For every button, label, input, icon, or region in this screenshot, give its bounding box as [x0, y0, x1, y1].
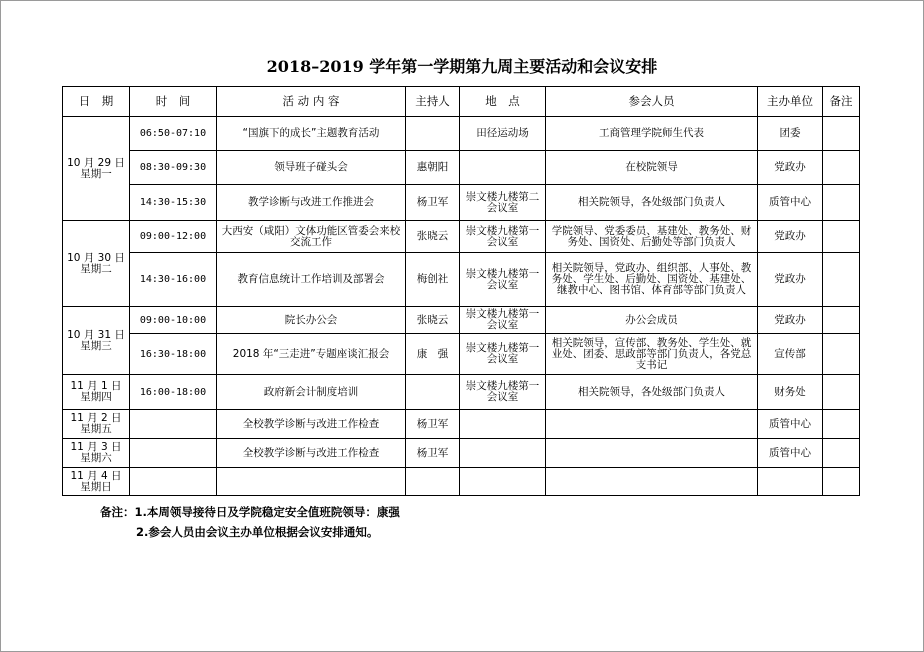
remark-cell [823, 468, 860, 496]
attendees-cell: 相关院领导，各处级部门负责人 [546, 185, 758, 221]
date-cell [63, 375, 130, 410]
date-label: 11 月 2 日 [70, 412, 122, 424]
activity-cell: 全校教学诊断与改进工作检查 [217, 439, 406, 468]
organizer-cell: 宣传部 [758, 334, 823, 375]
date-label: 10 月 31 日 [67, 328, 125, 341]
time-cell: 16:30-18:00 [130, 334, 217, 375]
date-label: 10 月 30 日 [67, 251, 125, 264]
remark-cell [823, 253, 860, 307]
organizer-cell [758, 468, 823, 496]
activity-cell: “国旗下的成长”主题教育活动 [217, 117, 406, 151]
date-cell [63, 117, 130, 221]
activity-cell: 教育信息统计工作培训及部署会 [217, 253, 406, 307]
activity-cell: 院长办公会 [217, 307, 406, 334]
organizer-cell: 财务处 [758, 375, 823, 410]
attendees-cell [546, 468, 758, 496]
location-cell: 崇文楼九楼第二会议室 [460, 185, 546, 221]
time-cell: 09:00-12:00 [130, 221, 217, 253]
remark-cell [823, 439, 860, 468]
remark-cell [823, 334, 860, 375]
weekday-label: 星期日 [80, 480, 112, 493]
organizer-cell: 党政办 [758, 221, 823, 253]
attendees-cell: 学院领导、党委委员、基建处、教务处、财务处、国资处、后勤处等部门负责人 [546, 221, 758, 253]
location-cell [460, 410, 546, 439]
header-attendees: 参会人员 [546, 87, 758, 117]
remark-cell [823, 221, 860, 253]
activity-cell: 2018 年“三走进”专题座谈汇报会 [217, 334, 406, 375]
location-cell: 崇文楼九楼第一会议室 [460, 334, 546, 375]
remark-cell [823, 410, 860, 439]
table-row [63, 253, 860, 307]
table-row [63, 334, 860, 375]
host-cell: 梅创社 [406, 253, 460, 307]
table-row [63, 151, 860, 185]
table-row [63, 221, 860, 253]
location-cell [460, 468, 546, 496]
host-cell [406, 468, 460, 496]
time-cell: 14:30-15:30 [130, 185, 217, 221]
time-cell: 14:30-16:00 [130, 253, 217, 307]
header-time: 时 间 [130, 87, 217, 117]
date-label: 10 月 29 日 [67, 156, 125, 169]
time-cell [130, 468, 217, 496]
weekday-label: 星期六 [80, 452, 112, 464]
host-cell: 张晓云 [406, 307, 460, 334]
table-row [63, 375, 860, 410]
location-cell: 崇文楼九楼第一会议室 [460, 253, 546, 307]
host-cell: 康 强 [406, 334, 460, 375]
activity-cell: 教学诊断与改进工作推进会 [217, 185, 406, 221]
attendees-cell: 相关院领导，各处级部门负责人 [546, 375, 758, 410]
table-row [63, 307, 860, 334]
organizer-cell: 党政办 [758, 253, 823, 307]
note-line-2: 2.参会人员由会议主办单位根据会议安排通知。 [136, 525, 379, 539]
date-cell [63, 439, 130, 468]
weekday-label: 星期四 [80, 391, 112, 403]
remark-cell [823, 117, 860, 151]
location-cell: 崇文楼九楼第一会议室 [460, 221, 546, 253]
remark-cell [823, 307, 860, 334]
organizer-cell: 团委 [758, 117, 823, 151]
header-location: 地 点 [460, 87, 546, 117]
table-row [63, 117, 860, 151]
date-label: 11 月 1 日 [70, 380, 122, 392]
organizer-cell: 质管中心 [758, 439, 823, 468]
host-cell: 张晓云 [406, 221, 460, 253]
date-label: 11 月 3 日 [70, 441, 122, 453]
time-cell: 09:00-10:00 [130, 307, 217, 334]
location-cell [460, 151, 546, 185]
attendees-cell: 相关院领导，宣传部、教务处、学生处、就业处、团委、思政部等部门负责人，各党总支书记 [546, 334, 758, 375]
attendees-cell: 相关院领导，党政办、组织部、人事处、教务处、学生处、后勤处、国资处、基建处、继教中心、图书馆、体育部等部门负责人 [546, 253, 758, 307]
time-cell [130, 439, 217, 468]
host-cell: 杨卫军 [406, 439, 460, 468]
organizer-cell: 质管中心 [758, 185, 823, 221]
header-organizer: 主办单位 [758, 87, 823, 117]
notes-block [100, 502, 400, 542]
activity-cell: 政府新会计制度培训 [217, 375, 406, 410]
date-cell [63, 468, 130, 496]
header-activity: 活 动 内 容 [217, 87, 406, 117]
table-row [63, 410, 860, 439]
time-cell [130, 410, 217, 439]
remark-cell [823, 185, 860, 221]
date-cell [63, 221, 130, 307]
host-cell: 惠朝阳 [406, 151, 460, 185]
weekday-label: 星期二 [80, 262, 112, 275]
note-line-1: 备注：1.本周领导接待日及学院稳定安全值班院领导：康强 [100, 505, 400, 519]
weekday-label: 星期五 [80, 423, 112, 435]
table-row [63, 439, 860, 468]
host-cell: 杨卫军 [406, 185, 460, 221]
organizer-cell: 党政办 [758, 151, 823, 185]
remark-cell [823, 375, 860, 410]
weekday-label: 星期一 [80, 167, 112, 180]
location-cell [460, 439, 546, 468]
time-cell: 16:00-18:00 [130, 375, 217, 410]
date-cell [63, 410, 130, 439]
location-cell: 崇文楼九楼第一会议室 [460, 307, 546, 334]
header-date: 日 期 [63, 87, 130, 117]
attendees-cell: 工商管理学院师生代表 [546, 117, 758, 151]
host-cell [406, 117, 460, 151]
host-cell: 杨卫军 [406, 410, 460, 439]
activity-cell: 领导班子碰头会 [217, 151, 406, 185]
date-cell [63, 307, 130, 375]
activity-cell: 大西安（咸阳）文体功能区管委会来校交流工作 [217, 221, 406, 253]
activity-cell: 全校教学诊断与改进工作检查 [217, 410, 406, 439]
organizer-cell: 党政办 [758, 307, 823, 334]
schedule-table [62, 86, 860, 496]
attendees-cell [546, 410, 758, 439]
date-label: 11 月 4 日 [70, 469, 122, 482]
location-cell: 崇文楼九楼第一会议室 [460, 375, 546, 410]
activity-cell [217, 468, 406, 496]
header-remark: 备注 [823, 87, 860, 117]
organizer-cell: 质管中心 [758, 410, 823, 439]
table-row [63, 468, 860, 496]
remark-cell [823, 151, 860, 185]
attendees-cell: 在校院领导 [546, 151, 758, 185]
table-row [63, 185, 860, 221]
attendees-cell: 办公会成员 [546, 307, 758, 334]
weekday-label: 星期三 [80, 339, 112, 352]
host-cell [406, 375, 460, 410]
header-row [63, 87, 860, 117]
header-host: 主持人 [406, 87, 460, 117]
location-cell: 田径运动场 [460, 117, 546, 151]
page-title: 2018–2019 学年第一学期第九周主要活动和会议安排 [266, 57, 658, 76]
attendees-cell [546, 439, 758, 468]
time-cell: 06:50-07:10 [130, 117, 217, 151]
time-cell: 08:30-09:30 [130, 151, 217, 185]
